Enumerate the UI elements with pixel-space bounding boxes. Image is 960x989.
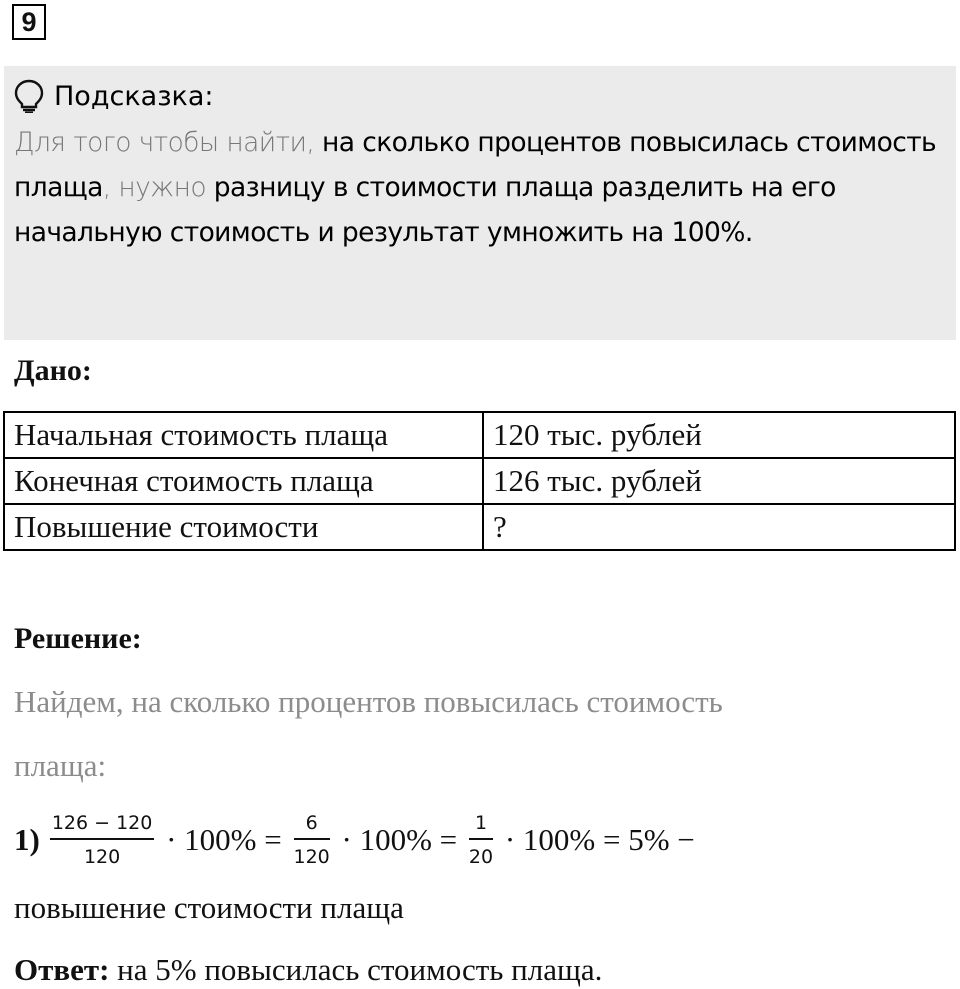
table-cell-value: 120 тыс. рублей xyxy=(483,412,955,458)
hint-segment: Для того чтобы найти, xyxy=(14,127,323,158)
hint-header xyxy=(14,78,946,114)
table-cell-label: Конечная стоимость плаща xyxy=(4,458,483,504)
math-operator: · 100% = xyxy=(333,822,465,857)
step-caption: повышение стоимости плаща xyxy=(14,890,404,925)
given-table xyxy=(3,411,956,551)
solution-step-1 xyxy=(14,806,695,874)
hint-text xyxy=(14,120,946,255)
table-row xyxy=(4,504,955,550)
task-number: 9 xyxy=(12,4,46,40)
answer-label: Ответ: xyxy=(14,952,110,987)
fraction-numerator: 1 xyxy=(474,812,488,834)
fraction xyxy=(469,812,493,868)
table-cell-label: Повышение стоимости xyxy=(4,504,483,550)
hint-box xyxy=(4,66,956,340)
answer-text: на 5% повысилась стоимость плаща. xyxy=(109,952,603,987)
fraction-denominator: 120 xyxy=(83,846,121,868)
table-cell-label: Начальная стоимость плаща xyxy=(4,412,483,458)
lightbulb-icon xyxy=(14,79,44,113)
hint-segment: разницу в стоимости плаща разделить на его начальную стоимость и результат умножить на 100%. xyxy=(14,172,836,248)
table-cell-value: ? xyxy=(483,504,955,550)
fraction xyxy=(50,812,155,868)
fraction xyxy=(294,812,330,868)
fraction-denominator: 20 xyxy=(468,846,494,868)
solution-heading: Решение: xyxy=(14,622,142,655)
table-cell-value: 126 тыс. рублей xyxy=(483,458,955,504)
given-heading: Дано: xyxy=(14,354,92,387)
table-row xyxy=(4,412,955,458)
solution-intro-line1: Найдем, на сколько процентов повысилась стоимость xyxy=(14,684,723,719)
answer-line xyxy=(14,952,602,988)
solution-intro-line2: плаща: xyxy=(14,748,107,783)
hint-segment: , нужно xyxy=(102,172,214,203)
math-operator: · 100% = xyxy=(158,822,290,857)
fraction-denominator: 120 xyxy=(293,846,330,868)
hint-segment: на сколько процентов повысилась стоимость плаща xyxy=(14,127,937,203)
fraction-numerator: 126 − 120 xyxy=(51,812,153,834)
table-row xyxy=(4,458,955,504)
hint-title: Подсказка: xyxy=(54,80,214,112)
math-result: · 100% = 5% − xyxy=(497,822,695,857)
step-label: 1) xyxy=(14,822,40,857)
fraction-numerator: 6 xyxy=(305,812,318,834)
